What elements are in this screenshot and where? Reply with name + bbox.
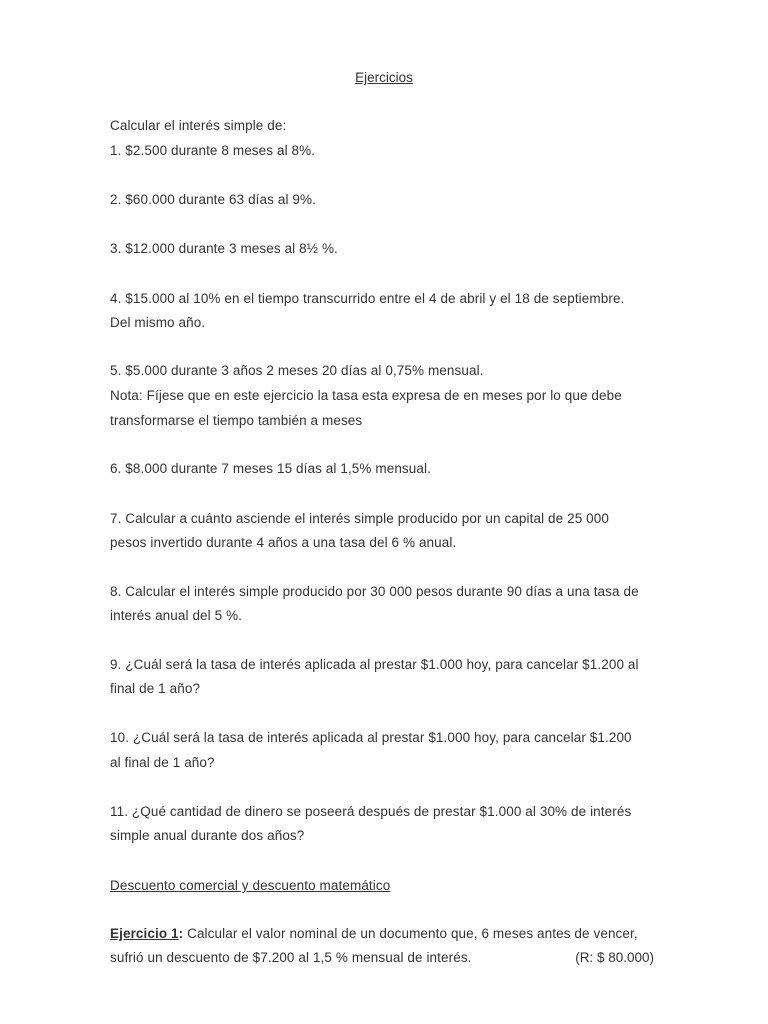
exercise-7-line-1: 7. Calcular a cuánto asciende el interés simple producido por un capital de 25 000	[110, 511, 610, 526]
ejercicio-1-line-2: sufrió un descuento de $7.200 al 1,5 % mensual de interés.	[110, 950, 472, 965]
ejercicio-1-answer: (R: $ 80.000)	[575, 950, 654, 965]
ejercicio-1-colon: :	[178, 926, 184, 941]
exercise-3: 3. $12.000 durante 3 meses al 8½ %.	[110, 241, 338, 256]
exercise-4-line-1: 4. $15.000 al 10% en el tiempo transcurrido entre el 4 de abril y el 18 de septiembre.	[110, 291, 625, 306]
exercise-7-line-2: pesos invertido durante 4 años a una tasa del 6 % anual.	[110, 535, 457, 550]
exercise-9-line-1: 9. ¿Cuál será la tasa de interés aplicada al prestar $1.000 hoy, para cancelar $1.200 al	[110, 657, 639, 672]
exercise-5-note-line-2: transformarse el tiempo también a meses	[110, 413, 363, 428]
exercise-9-line-2: final de 1 año?	[110, 681, 201, 696]
section-heading: Descuento comercial y descuento matemático	[110, 878, 391, 893]
ejercicio-1-label: Ejercicio 1	[110, 926, 179, 941]
exercise-10-line-2: al final de 1 año?	[110, 755, 215, 770]
ejercicio-1-text: Calcular el valor nominal de un documento que, 6 meses antes de vencer,	[183, 926, 638, 941]
exercise-5-note-line-1: Nota: Fíjese que en este ejercicio la tasa esta expresa de en meses por lo que debe	[110, 388, 622, 403]
exercise-4-line-2: Del mismo año.	[110, 315, 206, 330]
exercise-2: 2. $60.000 durante 63 días al 9%.	[110, 192, 316, 207]
exercise-11-line-1: 11. ¿Qué cantidad de dinero se poseerá después de prestar $1.000 al 30% de interés	[110, 804, 632, 819]
exercise-10-line-1: 10. ¿Cuál será la tasa de interés aplicada al prestar $1.000 hoy, para cancelar $1.200	[110, 730, 632, 745]
exercise-8-line-1: 8. Calcular el interés simple producido por 30 000 pesos durante 90 días a una tasa de	[110, 584, 639, 599]
exercise-5-line-1: 5. $5.000 durante 3 años 2 meses 20 días al 0,75% mensual.	[110, 363, 484, 378]
intro-text: Calcular el interés simple de:	[110, 118, 287, 133]
exercise-6: 6. $8.000 durante 7 meses 15 días al 1,5% mensual.	[110, 461, 431, 476]
exercise-8-line-2: interés anual del 5 %.	[110, 608, 243, 623]
exercise-11-line-2: simple anual durante dos años?	[110, 828, 305, 843]
ejercicio-1-line-1	[110, 926, 638, 942]
page-title: Ejercicios	[355, 70, 413, 85]
exercise-1: 1. $2.500 durante 8 meses al 8%.	[110, 143, 316, 158]
